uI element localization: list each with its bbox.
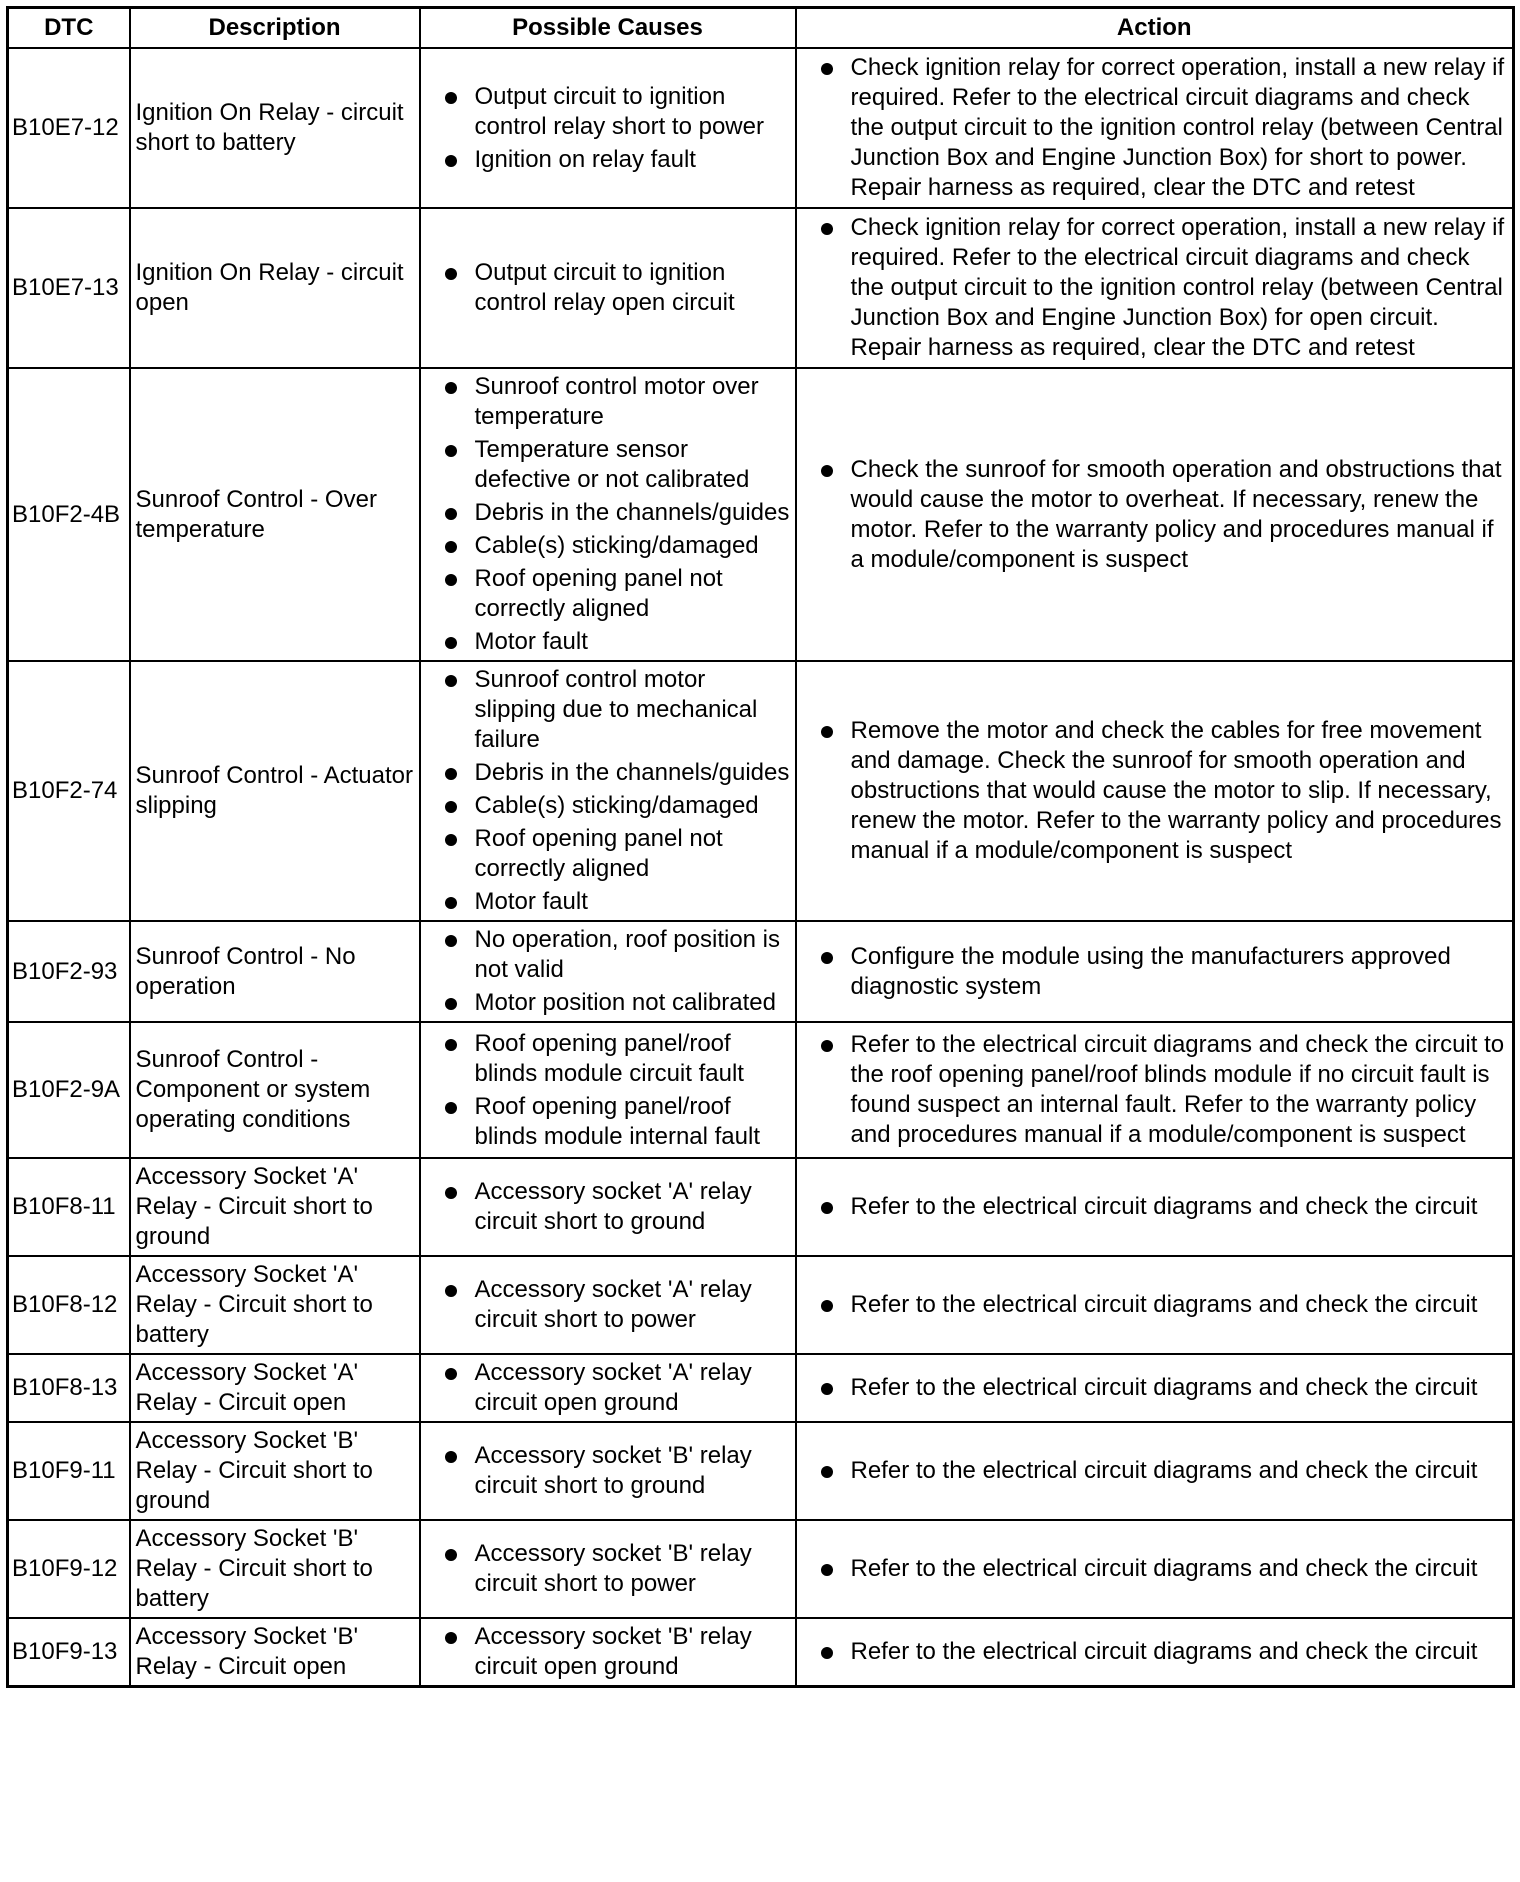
cause-item: Accessory socket 'B' relay circuit short to power <box>426 1539 790 1599</box>
action-cell <box>796 368 1514 661</box>
dtc-description: Sunroof Control - Actuator slipping <box>130 661 420 921</box>
dtc-description: Accessory Socket 'B' Relay - Circuit short to ground <box>130 1422 420 1520</box>
cause-item: Accessory socket 'B' relay circuit open ground <box>426 1622 790 1682</box>
action-list <box>802 716 1508 866</box>
action-item: Configure the module using the manufacturers approved diagnostic system <box>802 942 1508 1002</box>
action-cell <box>796 1422 1514 1520</box>
dtc-description: Accessory Socket 'A' Relay - Circuit short to battery <box>130 1256 420 1354</box>
table-row <box>8 368 1514 661</box>
action-item: Refer to the electrical circuit diagrams and check the circuit <box>802 1192 1508 1222</box>
action-cell <box>796 1022 1514 1158</box>
possible-causes-list <box>426 665 790 917</box>
table-row <box>8 1520 1514 1618</box>
header-dtc: DTC <box>8 8 130 49</box>
action-cell <box>796 48 1514 208</box>
cause-item: Roof opening panel/roof blinds module circuit fault <box>426 1029 790 1089</box>
cause-item: Temperature sensor defective or not calibrated <box>426 435 790 495</box>
cause-item: Debris in the channels/guides <box>426 758 790 788</box>
action-item: Check ignition relay for correct operation, install a new relay if required. Refer to the electrical circuit diagrams and check the output circuit to the ignition control relay (between Central Junction Box and Engine Junction Box) for open circuit. Repair harness as required, clear the DTC and retest <box>802 213 1508 363</box>
cause-item: Roof opening panel/roof blinds module internal fault <box>426 1092 790 1152</box>
dtc-code: B10F9-11 <box>8 1422 130 1520</box>
dtc-description: Sunroof Control - No operation <box>130 921 420 1022</box>
table-row <box>8 1422 1514 1520</box>
dtc-description: Sunroof Control - Over temperature <box>130 368 420 661</box>
action-cell <box>796 1520 1514 1618</box>
action-list <box>802 213 1508 363</box>
action-list <box>802 53 1508 203</box>
action-item: Remove the motor and check the cables for free movement and damage. Check the sunroof for smooth operation and obstructions that would cause the motor to slip. If necessary, renew the motor. Refer to the warranty policy and procedures manual if a module/component is suspect <box>802 716 1508 866</box>
action-cell <box>796 1158 1514 1256</box>
action-item: Refer to the electrical circuit diagrams and check the circuit <box>802 1637 1508 1667</box>
dtc-description: Accessory Socket 'A' Relay - Circuit short to ground <box>130 1158 420 1256</box>
possible-causes-cell <box>420 1618 796 1687</box>
dtc-code: B10E7-12 <box>8 48 130 208</box>
dtc-description: Ignition On Relay - circuit short to battery <box>130 48 420 208</box>
dtc-code: B10F9-13 <box>8 1618 130 1687</box>
possible-causes-list <box>426 925 790 1018</box>
table-body <box>8 48 1514 1687</box>
dtc-code: B10F8-12 <box>8 1256 130 1354</box>
cause-item: Accessory socket 'A' relay circuit short to ground <box>426 1177 790 1237</box>
possible-causes-cell <box>420 921 796 1022</box>
dtc-description: Accessory Socket 'B' Relay - Circuit short to battery <box>130 1520 420 1618</box>
cause-item: Motor fault <box>426 887 790 917</box>
dtc-code: B10F9-12 <box>8 1520 130 1618</box>
cause-item: Debris in the channels/guides <box>426 498 790 528</box>
possible-causes-cell <box>420 1022 796 1158</box>
cause-item: Roof opening panel not correctly aligned <box>426 824 790 884</box>
action-cell <box>796 661 1514 921</box>
cause-item: Accessory socket 'A' relay circuit short to power <box>426 1275 790 1335</box>
possible-causes-cell <box>420 1158 796 1256</box>
action-item: Refer to the electrical circuit diagrams and check the circuit <box>802 1456 1508 1486</box>
possible-causes-cell <box>420 368 796 661</box>
possible-causes-list <box>426 258 790 318</box>
cause-item: Cable(s) sticking/damaged <box>426 791 790 821</box>
possible-causes-cell <box>420 1354 796 1422</box>
action-list <box>802 1290 1508 1320</box>
action-list <box>802 1637 1508 1667</box>
header-row <box>8 8 1514 49</box>
dtc-description: Accessory Socket 'B' Relay - Circuit open <box>130 1618 420 1687</box>
cause-item: No operation, roof position is not valid <box>426 925 790 985</box>
possible-causes-cell <box>420 48 796 208</box>
action-cell <box>796 1354 1514 1422</box>
possible-causes-list <box>426 372 790 657</box>
cause-item: Motor position not calibrated <box>426 988 790 1018</box>
table-row <box>8 48 1514 208</box>
possible-causes-list <box>426 82 790 175</box>
dtc-code: B10F2-9A <box>8 1022 130 1158</box>
possible-causes-cell <box>420 661 796 921</box>
dtc-code: B10F8-11 <box>8 1158 130 1256</box>
table-row <box>8 661 1514 921</box>
action-item: Check ignition relay for correct operation, install a new relay if required. Refer to the electrical circuit diagrams and check the output circuit to the ignition control relay (between Central Junction Box and Engine Junction Box) for short to power. Repair harness as required, clear the DTC and retest <box>802 53 1508 203</box>
action-list <box>802 942 1508 1002</box>
dtc-description: Accessory Socket 'A' Relay - Circuit open <box>130 1354 420 1422</box>
cause-item: Ignition on relay fault <box>426 145 790 175</box>
possible-causes-cell <box>420 208 796 368</box>
possible-causes-cell <box>420 1422 796 1520</box>
dtc-description: Ignition On Relay - circuit open <box>130 208 420 368</box>
action-item: Refer to the electrical circuit diagrams and check the circuit to the roof opening panel/roof blinds module if no circuit fault is found suspect an internal fault. Refer to the warranty policy and procedures manual if a module/component is suspect <box>802 1030 1508 1150</box>
possible-causes-list <box>426 1358 790 1418</box>
possible-causes-list <box>426 1539 790 1599</box>
cause-item: Output circuit to ignition control relay open circuit <box>426 258 790 318</box>
action-cell <box>796 1256 1514 1354</box>
action-list <box>802 1030 1508 1150</box>
dtc-code: B10F8-13 <box>8 1354 130 1422</box>
possible-causes-list <box>426 1622 790 1682</box>
cause-item: Sunroof control motor slipping due to mechanical failure <box>426 665 790 755</box>
header-possible-causes: Possible Causes <box>420 8 796 49</box>
cause-item: Accessory socket 'A' relay circuit open ground <box>426 1358 790 1418</box>
cause-item: Motor fault <box>426 627 790 657</box>
action-item: Check the sunroof for smooth operation and obstructions that would cause the motor to overheat. If necessary, renew the motor. Refer to the warranty policy and procedures manual if a module/component is suspect <box>802 455 1508 575</box>
cause-item: Cable(s) sticking/damaged <box>426 531 790 561</box>
table-row <box>8 1022 1514 1158</box>
table-row <box>8 1158 1514 1256</box>
dtc-code: B10F2-4B <box>8 368 130 661</box>
table-row <box>8 921 1514 1022</box>
cause-item: Accessory socket 'B' relay circuit short to ground <box>426 1441 790 1501</box>
dtc-table <box>6 6 1515 1688</box>
header-description: Description <box>130 8 420 49</box>
action-cell <box>796 208 1514 368</box>
dtc-code: B10E7-13 <box>8 208 130 368</box>
action-item: Refer to the electrical circuit diagrams and check the circuit <box>802 1373 1508 1403</box>
action-list <box>802 1192 1508 1222</box>
table-row <box>8 1618 1514 1687</box>
cause-item: Roof opening panel not correctly aligned <box>426 564 790 624</box>
possible-causes-cell <box>420 1520 796 1618</box>
possible-causes-list <box>426 1275 790 1335</box>
dtc-description: Sunroof Control - Component or system operating conditions <box>130 1022 420 1158</box>
dtc-code: B10F2-74 <box>8 661 130 921</box>
possible-causes-list <box>426 1029 790 1152</box>
action-cell <box>796 1618 1514 1687</box>
possible-causes-cell <box>420 1256 796 1354</box>
cause-item: Output circuit to ignition control relay short to power <box>426 82 790 142</box>
cause-item: Sunroof control motor over temperature <box>426 372 790 432</box>
table-row <box>8 1256 1514 1354</box>
table-row <box>8 1354 1514 1422</box>
action-cell <box>796 921 1514 1022</box>
table-header <box>8 8 1514 49</box>
action-item: Refer to the electrical circuit diagrams and check the circuit <box>802 1290 1508 1320</box>
possible-causes-list <box>426 1177 790 1237</box>
dtc-code: B10F2-93 <box>8 921 130 1022</box>
possible-causes-list <box>426 1441 790 1501</box>
action-list <box>802 1554 1508 1584</box>
action-list <box>802 455 1508 575</box>
action-item: Refer to the electrical circuit diagrams and check the circuit <box>802 1554 1508 1584</box>
action-list <box>802 1373 1508 1403</box>
header-action: Action <box>796 8 1514 49</box>
action-list <box>802 1456 1508 1486</box>
table-row <box>8 208 1514 368</box>
